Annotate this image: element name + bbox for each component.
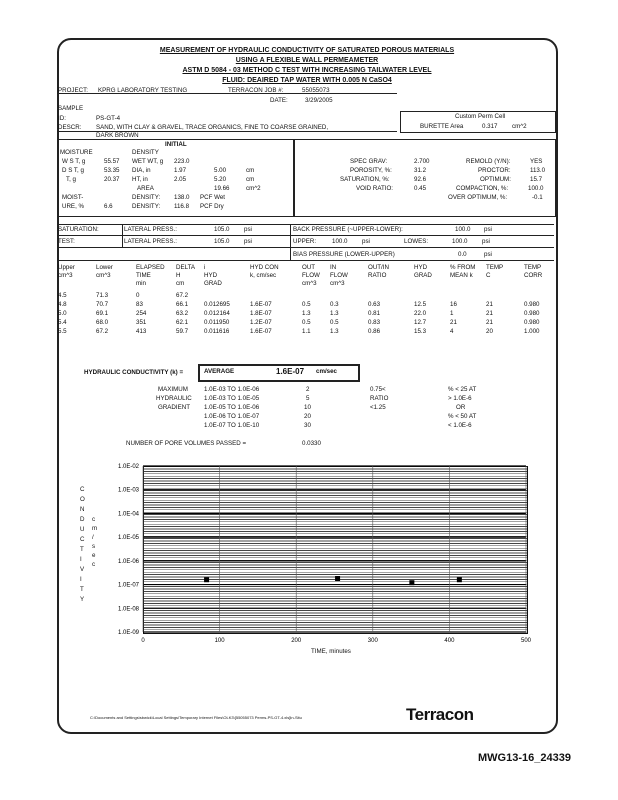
chart-ylabel-letter: C (80, 536, 85, 543)
table-cell: 5.5 (58, 328, 67, 335)
lowes-value: 100.0 (452, 238, 468, 245)
chart-unit-letter: e (92, 552, 96, 559)
chart-unit-letter: c (92, 516, 96, 523)
table-header-cell: IN (330, 264, 337, 271)
back-pressure-label: BACK PRESSURE (~UPPER-LOWER): (293, 226, 403, 233)
ht-label: HT, in (132, 176, 148, 183)
criteria-gradient: GRADIENT (158, 404, 190, 411)
area-value: 19.66 (214, 185, 230, 192)
lateral-press-sat-label: LATERAL PRESS.: (124, 226, 177, 233)
criteria-maximum: MAXIMUM (158, 386, 188, 393)
lateral-press-test-value: 105.0 (214, 238, 230, 245)
chart-xtick-label: 400 (444, 638, 455, 644)
pore-volumes-label: NUMBER OF PORE VOLUMES PASSED = (126, 440, 247, 447)
over-optimum-label: OVER OPTIMUM, %: (448, 194, 508, 201)
average-unit: cm/sec (316, 368, 337, 375)
chart-ylabel-letter: Y (80, 596, 85, 603)
table-cell: 0.012695 (204, 301, 230, 308)
t-value: 20.37 (104, 176, 120, 183)
criteria-or: OR (456, 404, 466, 411)
chart-unit-letter: / (92, 534, 94, 541)
lateral-sat-unit: psi (244, 226, 252, 233)
criteria-range-2: 1.0E-03 TO 1.0E-05 (204, 395, 260, 402)
table-cell: 68.0 (96, 319, 109, 326)
title-line3: ASTM D 5084 - 03 METHOD C TEST WITH INCREASING TAILWATER LEVEL (182, 67, 432, 74)
table-cell: 4 (450, 328, 454, 335)
table-cell: 21 (486, 301, 493, 308)
title-line1: MEASUREMENT OF HYDRAULIC CONDUCTIVITY OF SATURATED POROUS MATERIALS (159, 47, 455, 54)
dia-cm-unit: cm (246, 167, 255, 174)
saturation-pressure-label: SATURATION: (58, 226, 99, 233)
dia-cm-value: 5.00 (214, 167, 227, 174)
compaction-value: 100.0 (528, 185, 544, 192)
ure-label: URE, % (62, 203, 85, 210)
criteria-range-5: 1.0E-07 TO 1.0E-10 (204, 422, 260, 429)
table-header-cell: Lower (96, 264, 113, 271)
wet-wt-label: WET WT, g (132, 158, 164, 165)
bias-pressure-label: BIAS PRESSURE (LOWER-UPPER) (293, 251, 395, 258)
table-cell: 0.5 (302, 301, 311, 308)
table-cell: 70.7 (96, 301, 109, 308)
chart-ylabel-letter: V (80, 566, 85, 573)
average-label: AVERAGE (204, 368, 235, 375)
criteria-max-5: 30 (304, 422, 311, 429)
descr-value2: DARK BROWN (96, 132, 139, 139)
table-cell: 21 (486, 310, 493, 317)
lateral-test-unit: psi (244, 238, 252, 245)
area-unit: cm^2 (246, 185, 261, 192)
average-value: 1.6E-07 (276, 367, 305, 376)
table-cell: 4.5 (58, 292, 67, 299)
chart-xtick-label: 200 (291, 638, 302, 644)
criteria-pct-4: < 1.0E-6 (448, 422, 472, 429)
table-cell: 1.6E-07 (250, 301, 272, 308)
chart-ytick-label: 1.0E-04 (117, 511, 139, 518)
dia-label: DIA, in (132, 167, 151, 174)
wet-wt-value: 223.0 (174, 158, 190, 165)
table-header-cell: TEMP (486, 264, 504, 271)
chart-unit-letter: c (92, 561, 96, 568)
criteria-ratio-low: 0.75< (370, 386, 386, 393)
table-cell: 5.0 (58, 310, 67, 317)
table-cell: 254 (136, 310, 147, 317)
criteria-pct-3: % < 50 AT (448, 413, 477, 420)
chart-xtick-label: 100 (214, 638, 225, 644)
table-cell: 62.1 (176, 319, 189, 326)
criteria-max-2: 5 (306, 395, 310, 402)
spec-grav-value: 2.700 (414, 158, 430, 165)
table-cell: 1.8E-07 (250, 310, 272, 317)
chart-ylabel-letter: N (80, 506, 85, 513)
density-wet-value: 138.0 (174, 194, 190, 201)
table-header-cell: GRAD (414, 272, 432, 279)
table-header-cell: HYD CON (250, 264, 279, 271)
table-cell: 0.5 (330, 319, 339, 326)
table-cell: 4.8 (58, 301, 67, 308)
chart-unit-letter: s (92, 543, 96, 550)
moist-label: MOIST- (62, 194, 84, 201)
chart-data-point (335, 576, 340, 581)
dia-value: 1.97 (174, 167, 187, 174)
criteria-max-4: 20 (304, 413, 311, 420)
void-ratio-value: 0.45 (414, 185, 427, 192)
ws-t-label: W S T, g (62, 158, 86, 165)
table-cell: 12.5 (414, 301, 427, 308)
spec-grav-label: SPEC GRAV: (350, 158, 388, 165)
lowes-label: LOWES: (404, 238, 429, 245)
table-header-cell: FLOW (330, 272, 348, 279)
test-label: TEST: (58, 238, 75, 245)
back-pressure-value: 100.0 (455, 226, 471, 233)
table-cell: 0.86 (368, 328, 381, 335)
table-cell: 1 (450, 310, 454, 317)
terracon-logo: Terracon (406, 705, 474, 724)
table-cell: 15.3 (414, 328, 427, 335)
table-header-cell: k, cm/sec (250, 272, 277, 279)
table-cell: 59.7 (176, 328, 189, 335)
table-cell: 63.2 (176, 310, 189, 317)
pore-volumes-value: 0.0330 (302, 440, 321, 447)
density-label: DENSITY (132, 149, 159, 156)
proctor-label: PROCTOR: (478, 167, 511, 174)
chart-xtick-label: 500 (520, 638, 532, 644)
table-cell: 0.3 (330, 301, 339, 308)
table-cell: 12.7 (414, 319, 427, 326)
table-cell: 67.2 (96, 328, 109, 335)
criteria-ratio: RATIO (370, 395, 389, 402)
date-value: 3/29/2005 (305, 97, 333, 104)
table-cell: 21 (486, 319, 493, 326)
chart-ylabel-letter: T (80, 586, 84, 593)
table-header-cell: cm (176, 280, 185, 287)
chart-xtick-label: 300 (367, 638, 378, 644)
descr-value: SAND, WITH CLAY & GRAVEL, TRACE ORGANICS, FINE TO COARSE GRAINED, (96, 124, 329, 131)
table-cell: 0.63 (368, 301, 381, 308)
burette-label: BURETTE Area (420, 123, 464, 130)
cell-label: Custom Perm Cell (455, 113, 506, 120)
title-line2: USING A FLEXIBLE WALL PERMEAMETER (235, 57, 379, 64)
table-cell: 1.3 (330, 310, 339, 317)
chart-ylabel-letter: I (80, 556, 82, 563)
chart-xlabel: TIME, minutes (311, 648, 351, 655)
criteria-pct-2: > 1.0E-6 (448, 395, 472, 402)
table-cell: 67.2 (176, 292, 189, 299)
chart-ylabel-letter: O (80, 496, 85, 503)
table-header-cell: CORR (524, 272, 543, 279)
table-header-cell: MEAN k (450, 272, 473, 279)
table-cell: 0.980 (524, 310, 540, 317)
ws-t-value: 55.57 (104, 158, 120, 165)
table-header-cell: TIME (136, 272, 151, 279)
table-cell: 0.012164 (204, 310, 230, 317)
criteria-max-3: 10 (304, 404, 311, 411)
bias-pressure-unit: psi (484, 251, 492, 258)
density-wet-label: DENSITY: (132, 194, 161, 201)
saturation-label: SATURATION, %: (340, 176, 390, 183)
table-cell: 0.81 (368, 310, 381, 317)
table-header-cell: DELTA (176, 264, 196, 271)
table-cell: 351 (136, 319, 147, 326)
descr-label: DESCR: (58, 124, 82, 131)
ht-cm-unit: cm (246, 176, 255, 183)
criteria-ratio-high: <1.25 (370, 404, 386, 411)
table-header-cell: cm^3 (330, 280, 345, 287)
ds-t-value: 53.35 (104, 167, 120, 174)
table-cell: 1.6E-07 (250, 328, 272, 335)
chart-ytick-label: 1.0E-07 (117, 582, 139, 589)
table-header-cell: H (176, 272, 181, 279)
table-cell: 0 (136, 292, 140, 299)
ht-cm-value: 5.20 (214, 176, 227, 183)
lateral-press-test-label: LATERAL PRESS.: (124, 238, 177, 245)
chart-ytick-label: 1.0E-05 (117, 535, 139, 542)
table-cell: 0.011950 (204, 319, 230, 326)
table-cell: 1.2E-07 (250, 319, 272, 326)
density-dry-label: DENSITY: (132, 203, 161, 210)
table-cell: 20 (486, 328, 493, 335)
table-cell: 21 (450, 319, 457, 326)
criteria-hydraulic: HYDRAULIC (156, 395, 192, 402)
date-label: DATE: (270, 97, 288, 104)
chart-ylabel-letter: C (80, 486, 85, 493)
sample-label: SAMPLE (58, 105, 84, 112)
burette-value: 0.317 (482, 123, 498, 130)
table-header-cell: FLOW (302, 272, 320, 279)
density-wet-unit: PCF Wet (200, 194, 225, 201)
upper-value: 100.0 (332, 238, 348, 245)
chart-data-point (457, 577, 462, 582)
chart-ytick-label: 1.0E-08 (117, 606, 139, 613)
optimum-label: OPTIMUM: (480, 176, 511, 183)
upper-label: UPPER: (293, 238, 317, 245)
table-header-cell: min (136, 280, 146, 287)
table-cell: 66.1 (176, 301, 189, 308)
table-cell: 71.3 (96, 292, 109, 299)
chart-ylabel-letter: I (80, 576, 82, 583)
table-cell: 1.1 (302, 328, 311, 335)
density-dry-unit: PCF Dry (200, 203, 224, 210)
optimum-value: 15.7 (530, 176, 543, 183)
table-header-cell: cm^3 (302, 280, 317, 287)
chart-unit-letter: m (92, 525, 98, 532)
porosity-value: 31.2 (414, 167, 427, 174)
project-value: KPRG LABORATORY TESTING (98, 87, 188, 94)
chart-ylabel-letter: U (80, 526, 85, 533)
table-cell: 69.1 (96, 310, 109, 317)
table-header-cell: RATIO (368, 272, 387, 279)
table-header-cell: HYD (204, 272, 218, 279)
upper-unit: psi (362, 238, 370, 245)
table-header-cell: % FROM (450, 264, 476, 271)
chart-data-point (409, 580, 414, 585)
table-header-cell: TEMP (524, 264, 542, 271)
ht-value: 2.05 (174, 176, 187, 183)
table-header-cell: OUT/IN (368, 264, 389, 271)
chart-ytick-label: 1.0E-03 (117, 487, 139, 494)
table-header-cell: i (204, 264, 206, 271)
project-label: PROJECT: (58, 87, 88, 94)
chart-ytick-label: 1.0E-06 (117, 558, 139, 565)
chart-ylabel-letter: T (80, 546, 84, 553)
table-cell: 0.980 (524, 319, 540, 326)
table-header-cell: cm^3 (96, 272, 111, 279)
criteria-range-4: 1.0E-06 TO 1.0E-07 (204, 413, 260, 420)
table-cell: 0.980 (524, 301, 540, 308)
chart-ylabel-letter: D (80, 516, 85, 523)
table-header-cell: Upper (58, 264, 75, 271)
table-header-cell: cm^3 (58, 272, 73, 279)
table-cell: 0.011616 (204, 328, 230, 335)
table-header-cell: GRAD (204, 280, 222, 287)
table-header-cell: ELAPSED (136, 264, 165, 271)
table-cell: 22.0 (414, 310, 427, 317)
footer-note: C:\Documents and Settings\sbwick\Local Settings\Temporary Internet Files\OLK3\[55055073 Perms-PS-GT-4.xls]In-Situ (90, 715, 302, 720)
porosity-label: POROSITY, %: (350, 167, 392, 174)
initial-heading: INITIAL (165, 141, 187, 148)
remold-value: YES (530, 158, 543, 165)
document-id: MWG13-16_24339 (478, 752, 571, 764)
ure-value: 6.6 (104, 203, 113, 210)
job-label: TERRACON JOB #: (228, 87, 284, 94)
job-value: 55055073 (302, 87, 330, 94)
over-optimum-value: -0.1 (532, 194, 543, 201)
remold-label: REMOLD (Y/N): (466, 158, 511, 165)
table-cell: 83 (136, 301, 143, 308)
criteria-pct-1: % < 25 AT (448, 386, 477, 393)
table-cell: 1.3 (330, 328, 339, 335)
criteria-max-1: 2 (306, 386, 310, 393)
area-label: AREA (137, 185, 154, 192)
table-cell: 5.4 (58, 319, 67, 326)
table-cell: 16 (450, 301, 457, 308)
criteria-range-1: 1.0E-03 TO 1.0E-06 (204, 386, 260, 393)
back-pressure-unit: psi (484, 226, 492, 233)
table-cell: 0.5 (302, 319, 311, 326)
chart-xtick-label: 0 (141, 638, 145, 644)
bias-pressure-value: 0.0 (458, 251, 467, 258)
table-cell: 1.3 (302, 310, 311, 317)
table-cell: 0.83 (368, 319, 381, 326)
density-dry-value: 116.8 (174, 203, 190, 210)
table-cell: 413 (136, 328, 147, 335)
lateral-press-sat-value: 105.0 (214, 226, 230, 233)
id-label: ID: (58, 115, 66, 122)
lowes-unit: psi (482, 238, 490, 245)
moisture-label: MOISTURE (60, 149, 93, 156)
table-header-cell: C (486, 272, 491, 279)
table-header-cell: HYD (414, 264, 428, 271)
compaction-label: COMPACTION, %: (456, 185, 509, 192)
ds-t-label: D S T, g (62, 167, 84, 174)
hyd-cond-label: HYDRAULIC CONDUCTIVITY (k) = (84, 369, 184, 376)
proctor-value: 113.0 (530, 167, 546, 174)
t-label: T, g (66, 176, 76, 183)
chart-ytick-label: 1.0E-02 (117, 464, 139, 470)
criteria-range-3: 1.0E-05 TO 1.0E-06 (204, 404, 260, 411)
saturation-value: 92.6 (414, 176, 427, 183)
id-value: PS-GT-4 (96, 115, 121, 122)
title-line4: FLUID: DEAIRED TAP WATER WITH 0.005 N CaSO4 (222, 77, 392, 84)
burette-unit: cm^2 (512, 123, 527, 130)
chart-ytick-label: 1.0E-09 (117, 630, 139, 636)
void-ratio-label: VOID RATIO: (356, 185, 394, 192)
chart-data-point (204, 577, 209, 582)
table-header-cell: OUT (302, 264, 316, 271)
table-cell: 1.000 (524, 328, 540, 335)
